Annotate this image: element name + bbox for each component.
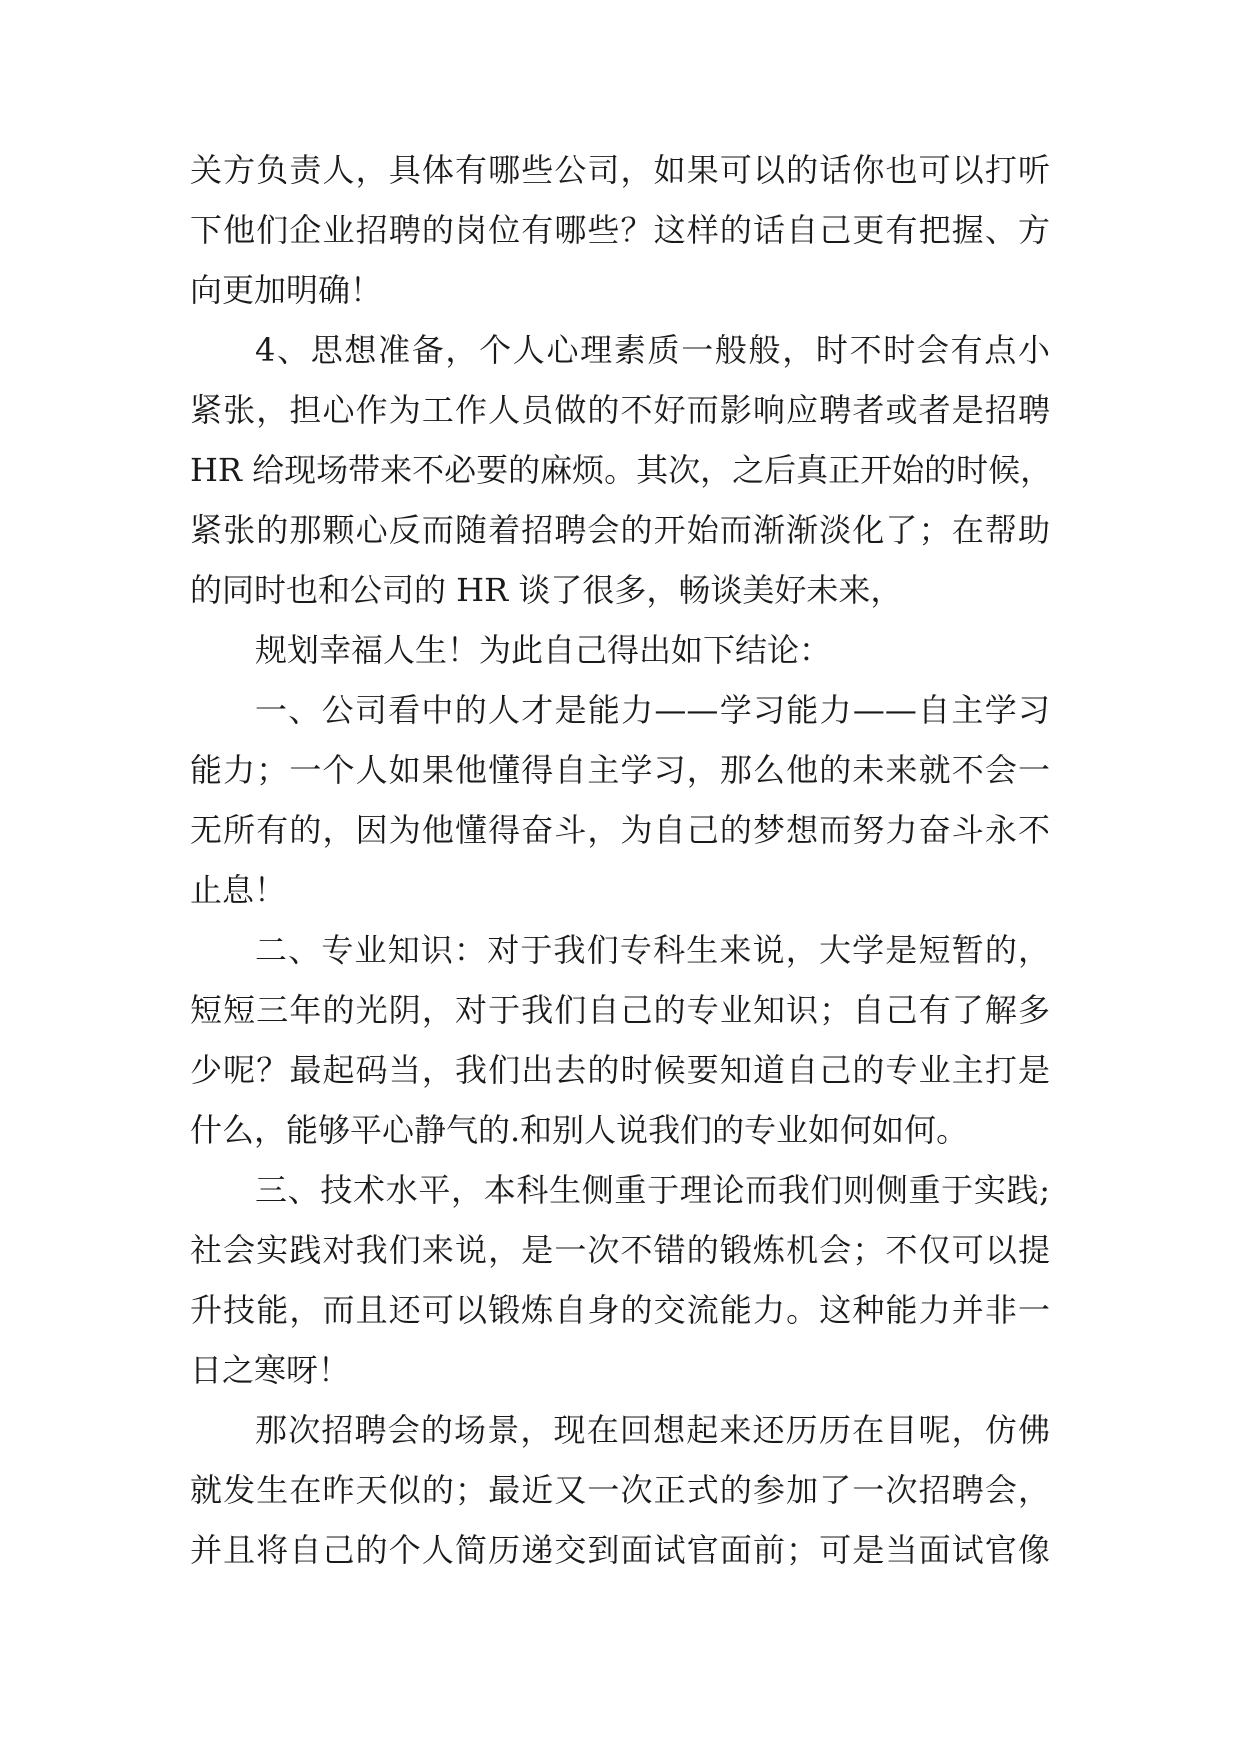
text-line: 少呢？最起码当，我们出去的时候要知道自己的专业主打是 [190, 1051, 1050, 1089]
paragraph-first-line: 规划幸福人生！为此自己得出如下结论： [255, 631, 832, 669]
text-line: 向更加明确！ [190, 271, 383, 309]
paragraph-first-line: 一、公司看中的人才是能力——学习能力——自主学习 [255, 691, 1050, 729]
text-line: HR 给现场带来不必要的麻烦。其次，之后真正开始的时候， [190, 451, 1053, 489]
text-line: 无所有的，因为他懂得奋斗，为自己的梦想而努力奋斗永不 [190, 811, 1050, 849]
text-line: 升技能，而且还可以锻炼自身的交流能力。这种能力并非一 [190, 1291, 1050, 1329]
paragraph-first-line: 4、思想准备，个人心理素质一般般，时不时会有点小 [255, 331, 1050, 369]
paragraph-first-line: 那次招聘会的场景，现在回想起来还历历在目呢，仿佛 [255, 1411, 1050, 1449]
text-line: 就发生在昨天似的；最近又一次正式的参加了一次招聘会， [190, 1471, 1050, 1509]
text-line: 下他们企业招聘的岗位有哪些？这样的话自己更有把握、方 [190, 211, 1050, 249]
text-line: 关方负责人，具体有哪些公司，如果可以的话你也可以打听 [190, 151, 1050, 189]
text-line: 日之寒呀！ [190, 1351, 351, 1389]
text-line: 什么，能够平心静气的.和别人说我们的专业如何如何。 [190, 1111, 969, 1149]
text-line: 能力；一个人如果他懂得自主学习，那么他的未来就不会一 [190, 751, 1050, 789]
text-line: 并且将自己的个人简历递交到面试官面前；可是当面试官像 [190, 1531, 1050, 1569]
text-line: 止息！ [190, 871, 287, 909]
paragraph-first-line: 二、专业知识：对于我们专科生来说，大学是短暂的， [255, 931, 1050, 969]
text-line: 短短三年的光阴，对于我们自己的专业知识；自己有了解多 [190, 991, 1050, 1029]
paragraph-first-line: 三、技术水平，本科生侧重于理论而我们则侧重于实践; [255, 1171, 1050, 1209]
text-line: 社会实践对我们来说，是一次不错的锻炼机会；不仅可以提 [190, 1231, 1050, 1269]
text-line: 紧张，担心作为工作人员做的不好而影响应聘者或者是招聘 [190, 391, 1050, 429]
text-line: 的同时也和公司的 HR 谈了很多，畅谈美好未来， [190, 571, 903, 609]
text-line: 紧张的那颗心反而随着招聘会的开始而渐渐淡化了；在帮助 [190, 511, 1050, 549]
